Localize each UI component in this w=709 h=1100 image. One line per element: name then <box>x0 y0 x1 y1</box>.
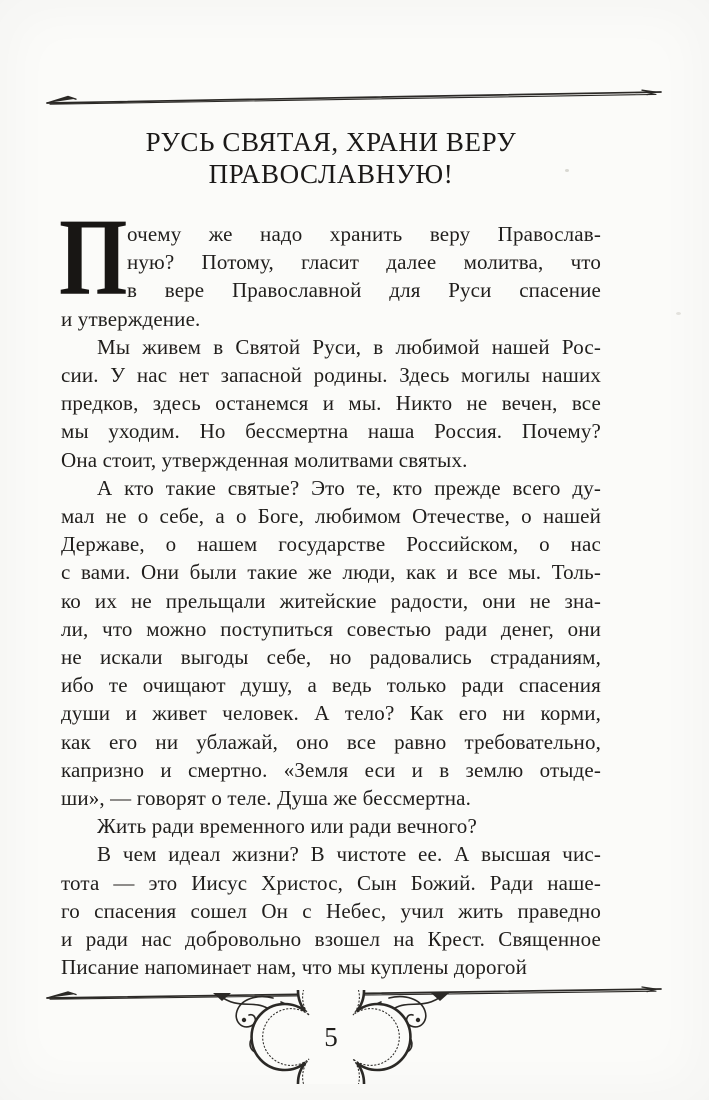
page-number: 5 <box>324 1022 338 1052</box>
chapter-title-line1: РУСЬ СВЯТАЯ, ХРАНИ ВЕРУ <box>145 127 517 157</box>
paragraph <box>61 333 601 474</box>
dropcap <box>59 196 128 318</box>
text-line: не искали выгоды себе, но радовались страданиям, <box>61 645 601 670</box>
text-line: ши», — говорят о теле. Душа же бессмертна. <box>61 786 472 811</box>
text-line: тота — это Иисус Христос, Сын Божий. Ради наше- <box>61 870 601 895</box>
chapter-title-line2: ПРАВОСЛАВНУЮ! <box>208 159 454 189</box>
text-line: и утверждение. <box>61 306 201 331</box>
text-line: как его ни ублажай, оно все равно требовательно, <box>61 729 601 754</box>
page-number-medallion <box>252 990 411 1084</box>
text-line: А кто такие святые? Это те, кто прежде всего ду- <box>97 475 601 500</box>
text-line: мал не о себе, а о Боге, любимом Отечестве, о нашей <box>61 504 601 529</box>
text-line: ли, что можно поступиться совестью ради денег, они <box>61 616 601 641</box>
scan-speck <box>676 312 681 315</box>
text-line: Писание напоминает нам, что мы куплены дорогой <box>61 955 527 980</box>
text-line: сии. У нас нет запасной родины. Здесь могилы наших <box>61 363 601 388</box>
text-line: предков, здесь останемся и мы. Никто не вечен, все <box>61 391 601 416</box>
text-line: ную? Потому, гласит далее молитва, что <box>127 250 601 275</box>
header-rule-ornament <box>44 88 666 108</box>
text-line: ко их не прельщали житейские радости, они не зна- <box>61 588 601 613</box>
body-text <box>59 196 601 981</box>
text-line: Мы живем в Святой Руси, в любимой нашей Рос- <box>97 334 601 359</box>
text-line: очему же надо хранить веру Православ- <box>127 222 601 246</box>
text-line: В чем идеал жизни? В чистоте ее. А высшая чис- <box>97 842 601 867</box>
paragraph <box>59 196 601 333</box>
chapter-title <box>61 126 601 190</box>
text-line: души и живет человек. А тело? Как его ни корми, <box>61 701 601 726</box>
text-line: с вами. Они были такие же люди, как и все мы. Толь- <box>61 560 601 585</box>
text-line: Державе, о нашем государстве Российском, о нас <box>61 532 601 557</box>
paragraph <box>61 840 601 981</box>
paragraph <box>61 474 601 812</box>
text-line: го спасения сошел Он с Небес, учил жить праведно <box>61 898 601 923</box>
text-line: Она стоит, утвержденная молитвами святых. <box>61 447 468 472</box>
text-line: ибо те очищают душу, а ведь только ради спасения <box>61 673 601 698</box>
text-line: мы уходим. Но бессмертна наша Россия. Почему? <box>61 419 601 444</box>
footer-ornament <box>211 990 451 1084</box>
text-line: Жить ради временного или ради вечного? <box>97 814 477 839</box>
scan-speck <box>565 169 569 172</box>
text-line: в вере Православной для Руси спасение <box>127 278 601 303</box>
dropcap-glyph: П <box>59 196 128 318</box>
paragraph <box>61 812 601 840</box>
text-line: капризно и смертно. «Земля еси и в землю отыде- <box>61 757 601 782</box>
text-line: и ради нас добровольно взошел на Крест. Священное <box>61 927 601 952</box>
